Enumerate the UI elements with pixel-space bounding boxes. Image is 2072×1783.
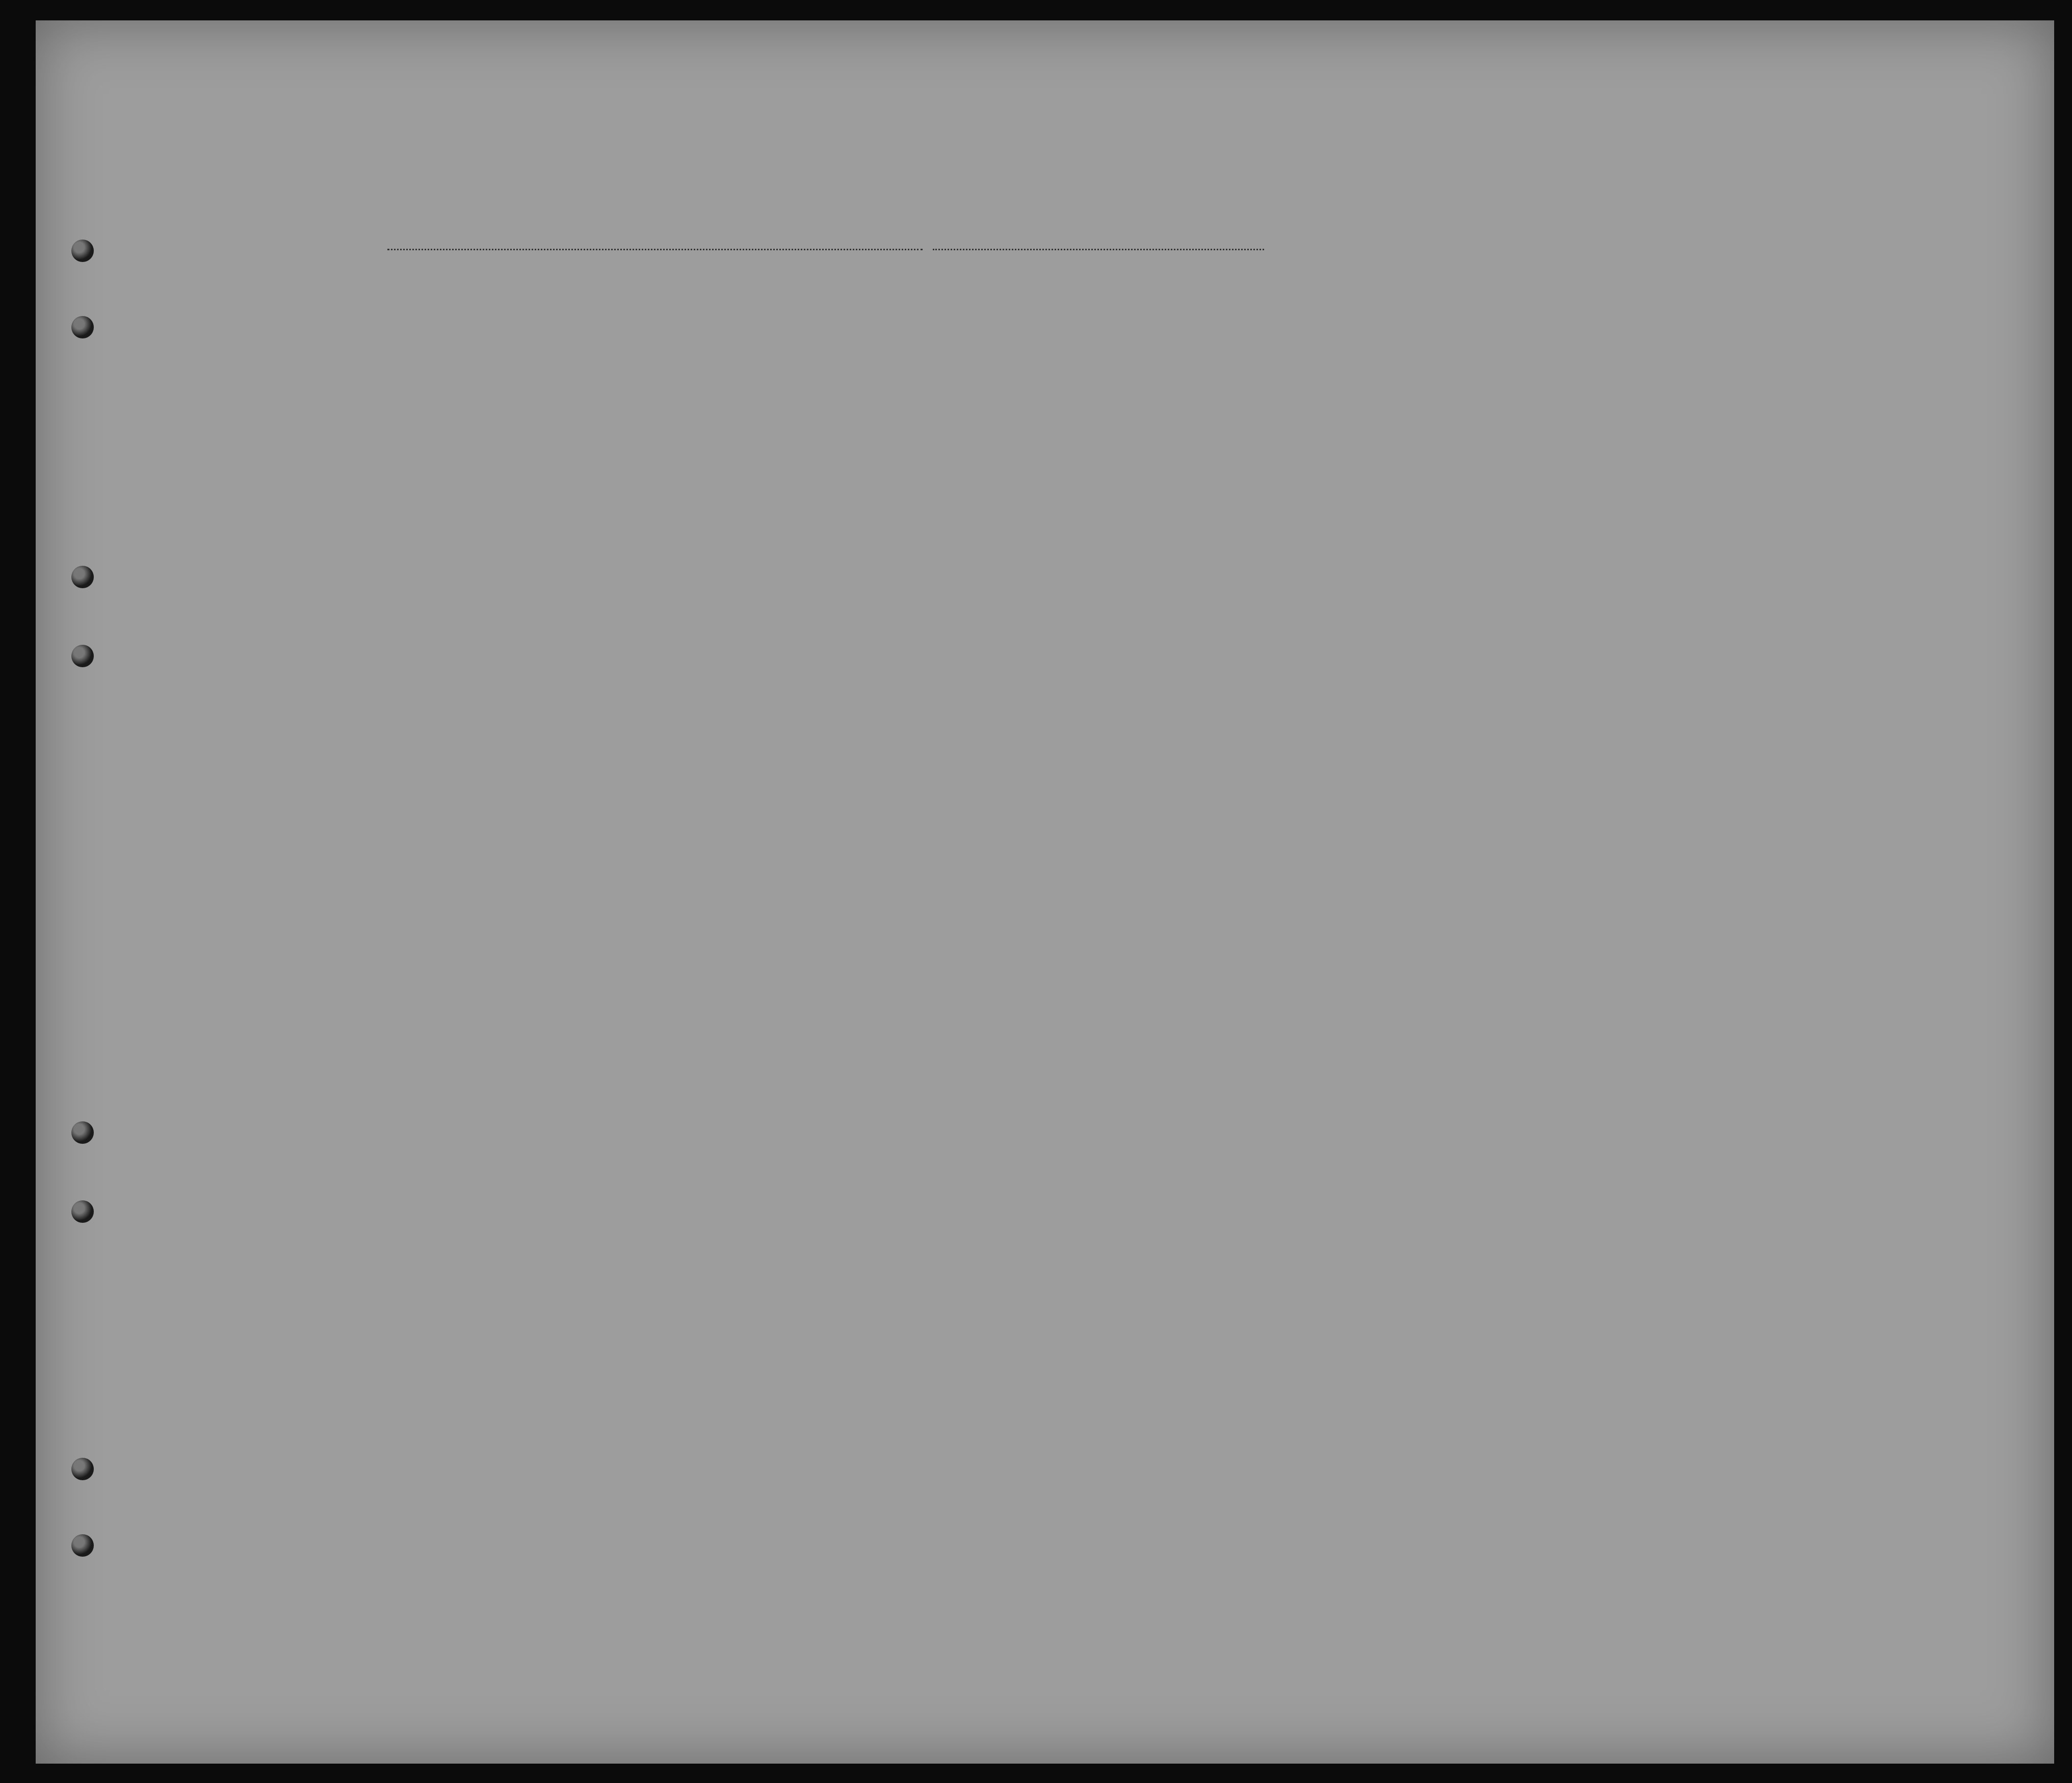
punch-hole bbox=[71, 1200, 94, 1223]
manifest-grid bbox=[36, 20, 2054, 1764]
punch-hole bbox=[71, 1534, 94, 1557]
punch-hole bbox=[71, 316, 94, 338]
manifest-sheet bbox=[36, 20, 2054, 1764]
punch-hole bbox=[71, 1458, 94, 1480]
punch-hole bbox=[71, 240, 94, 262]
punch-hole bbox=[71, 566, 94, 588]
punch-hole bbox=[71, 1121, 94, 1144]
punch-hole bbox=[71, 645, 94, 667]
